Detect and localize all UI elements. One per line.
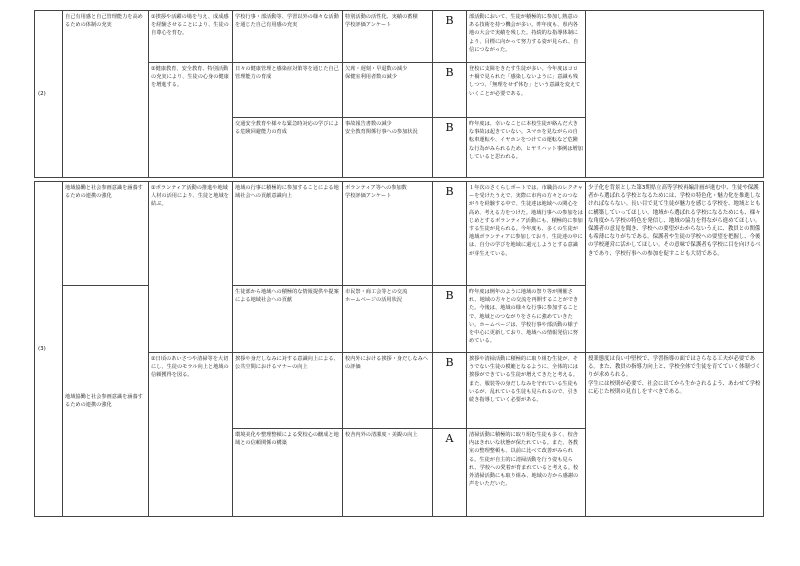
goal-cell: 地域協働と社会参画意識を涵養するための連携の強化 (63, 182, 149, 286)
comment-cell: 授業態度は良い中堅校で、学習指導の面ではさらなる工夫が必要である。また、教員の指導力向上と、学校全体で生徒を育てていく体制づくりが求められる。 学生には校則が必要で、社会に出てから生かされるよう、あわせて学校に応じた校則の見直しをすべきである。 (586, 353, 764, 517)
measure-cell: 日々の健康管理と感染症対策等を通じた自己管理能力の育成 (233, 63, 343, 118)
goal-cell: 自己有用感と自己管理能力を高めるための体制の充実 (63, 11, 149, 178)
measure-cell: 環境美化や整理整頓による愛校心の醸成と地域との信頼関係の構築 (233, 429, 343, 517)
grade-cell: B (433, 286, 467, 353)
grade-cell: B (433, 118, 467, 178)
evaluation-cell: 挨拶や清掃活動に積極的に取り組む生徒が、そうでない生徒の模範となるように、全体的には挨拶ができている生徒が増えてきたと考える。また、服装等の身だしなみを守れている生徒もいるが、乱れている生徒も見られるので、引き続き指導していく必要がある。 (467, 353, 586, 429)
comment-cell (586, 11, 764, 178)
grade-cell: A (433, 429, 467, 517)
comment-cell: 少子化を背景とした第3期県立高等学校再編計画が進む中、生徒や保護者から選ばれる学校となるためには、学校の特色化・魅力化を推進しなければならない。長い目で見て生徒が魅力を感じる学校を、地域とともに構築していってほしい。地域から選ばれる学校になるためにも、様々な角度から学校の特色を発信し、地域の協力を得ながら進めてほしい。 保護者の意見を聞き、学校への要望がわからないうえに、教員との関係も希薄になりがちである。保護者や生徒の学校への要望を把握し、今後の学校運営に活かしてほしい。その意味で保護者も学校に目を向けるべきであり、学校行事への参加を促すことも大切である。 (586, 182, 764, 353)
evaluation-table (34, 10, 764, 517)
indicator-cell: 特別活動の活性化、実績の蓄積 学校評価アンケート (343, 11, 433, 63)
measure-cell: 地域の行事に積極的に参加することによる地域社会への貢献意識向上 (233, 182, 343, 286)
measure-cell: 生徒部から地域への積極的な情報提供や提案による地域社会への貢献 (233, 286, 343, 353)
indicator-cell: 校舎内外の清潔度・美観の向上 (343, 429, 433, 517)
indicator-cell: 校内外における挨拶・身だしなみへの評価 (343, 353, 433, 429)
measure-cell: 交通安全教育や様々な緊急時対応の学びによる危険回避能力の育成 (233, 118, 343, 178)
evaluation-cell: 登校に支障をきたす生徒が多い。今年度はコロナ禍で見られた「感染しないように」意識も残しつつ、「無理をせず休む」という意識を変えていくことが必要である。 (467, 63, 586, 118)
grade-cell: B (433, 11, 467, 63)
grade-cell: B (433, 63, 467, 118)
row-number: (3) (35, 182, 63, 517)
evaluation-cell: 部活動において、生徒が積極的に参加し熱意のある技術を持つ機会が多い。昨年度も、県内各地の大会で実績を残した。持続的な指導体制により、目標に向かって努力する姿が見られ、自信につながった。 (467, 11, 586, 63)
plan-cell: ②日頃のあいさつや清掃等を大切にし、生徒のモラル向上と地域の信頼獲得を図る。 (149, 353, 233, 517)
measure-cell: 学校行事・部活動等、学習以外の様々な活動を通じた自己有用感の充実 (233, 11, 343, 63)
plan-cell: ②健康教育、安全教育、特別活動の充実により、生徒の心身の健康を増進する。 (149, 63, 233, 178)
indicator-cell: ボランティア等への参加数 学校評価アンケート (343, 182, 433, 286)
plan-cell: ①挨拶や活躍の場を与え、成成感を経験させることにより、生徒の自尊心を育む。 (149, 11, 233, 63)
plan-cell: ①ボランティア活動の推進や地域人材の活用により、生徒と地域を結ぶ。 (149, 182, 233, 353)
indicator-cell: 市民祭・商工会等との交流 ホームページの活用状況 (343, 286, 433, 353)
indicator-cell: 欠席・遅刻・早退数の減少 保健室利用者数の減少 (343, 63, 433, 118)
evaluation-cell: 昨年度は、幸いなことに本校生徒が絡んだ大きな事故は起きていない。スマホを見ながらの自転車運転や、イヤホンをつけての運転など危険な行為がみられるため、ヒヤリハット事例は増加していると思われる。 (467, 118, 586, 178)
indicator-cell: 事故報告書数の減少 安全教育関係行事への参加状況 (343, 118, 433, 178)
evaluation-cell: 清掃活動に積極的に取り組む生徒も多く、校舎内はきれいな状態が保たれている。また、各教室の整理整頓も、以前に比べて改善がみられる。生徒が自主的に清掃活動を行う姿も見られ、学校への愛着が育まれていると考える。校外清掃活動にも取り組み、地域の方から感謝の声をいただいた。 (467, 429, 586, 517)
row-number: (2) (35, 11, 63, 178)
evaluation-cell: 昨年度は例年のように地域の祭り等が開催され、地域の方々との交流を再開することができた。今後は、地域の様々な行事に参加することで、地域とのつながりをさらに強めていきたい。ホームページは、学校行事や部活動の様子を中心に更新しており、地域への情報発信に努めている。 (467, 286, 586, 353)
goal-cell-repeat: 地域協働と社会参画意識を涵養するための連携の強化 (63, 286, 149, 517)
grade-cell: B (433, 182, 467, 286)
grade-cell: B (433, 353, 467, 429)
evaluation-cell: １年次のさくらしポートでは、市職員のレクチャーを受けたうえで、実際に市内の方々とのつながりを経験する中で、生徒達は地域への関心を高め、考える力をつけた。地域行事への参加をはじめとするボランティア活動にも、積極的に参加する生徒が見られる。今年度も、多くの生徒が地域ボランティアに参加しており、生徒達の中には、自分の学びを地域に還元しようとする意識が芽生えている。 (467, 182, 586, 286)
measure-cell: 挨拶や身だしなみに対する意識向上による、公共空間におけるマナーの向上 (233, 353, 343, 429)
